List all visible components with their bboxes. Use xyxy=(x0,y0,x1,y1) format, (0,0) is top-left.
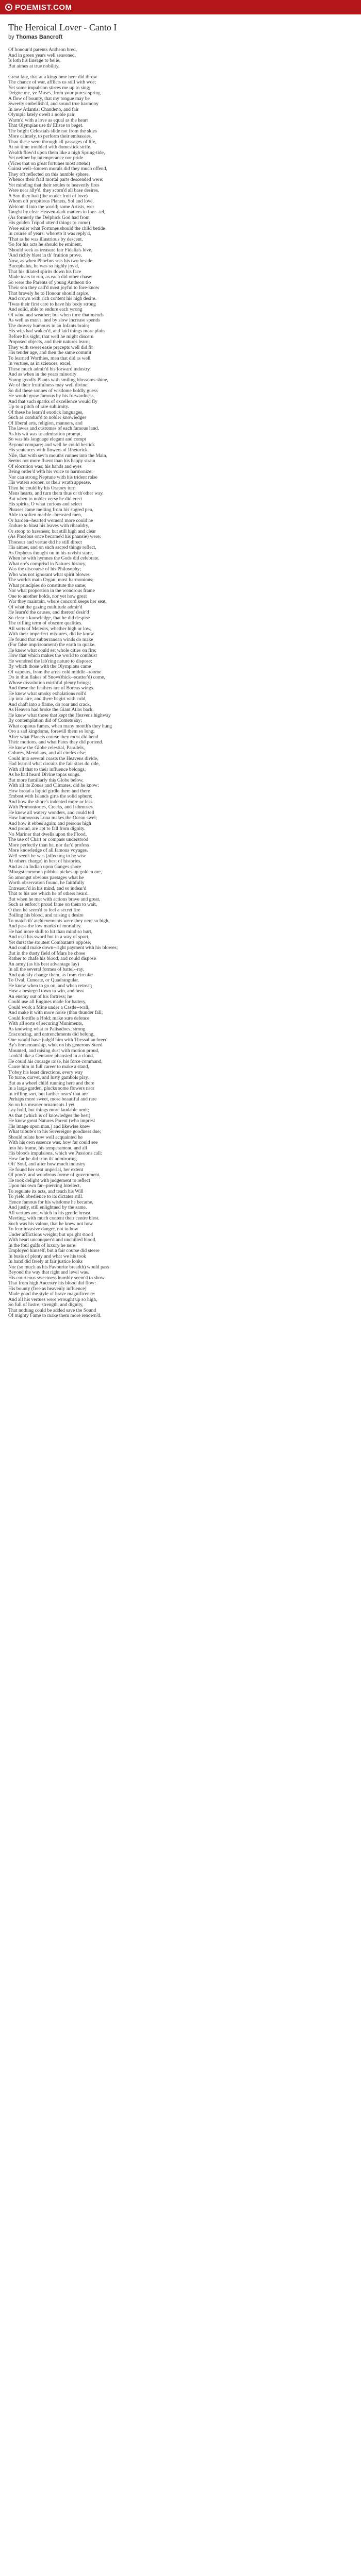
poem-line: He wondred the lab'ring nature to dispose; xyxy=(8,658,92,664)
byline-prefix: by xyxy=(8,34,16,40)
poem-line: War they maintain, where concord keeps her seat. xyxy=(8,599,107,604)
poem-line: Of pow'r, and wondrous forme of government. xyxy=(8,1172,101,1178)
poem-line: No Mariner that dwells upon the Flood, xyxy=(8,831,87,837)
poem-line: As knowing what to Palisadoes, strong xyxy=(8,1026,86,1032)
poem-line: With his own essence was; how far could see xyxy=(8,1140,98,1145)
poem-line: (Vices that on great fortunes most attend) xyxy=(8,160,90,166)
site-name: POEMIST.COM xyxy=(15,3,72,12)
poem-line: At others charge) in best of histories, xyxy=(8,858,81,864)
poem-line: Gainst well--known morals did they much offend, xyxy=(8,166,107,172)
poem-line: Made tears to run, as each did other chase: xyxy=(8,274,93,280)
poem-line: Welcom'd into the world; some Artists, wer xyxy=(8,204,94,210)
poem-line: Proposed objects, and their natures learn; xyxy=(8,339,90,345)
poem-line: A flow of bounty, that my tongue may be xyxy=(8,95,90,101)
poem-line: To match th' atchievements were they nere so high, xyxy=(8,918,110,924)
poem-line: Wealth flow'd upon them like a high Spring-tide, xyxy=(8,149,105,156)
poem-line: As Heaven had broke the Giant Atlas back. xyxy=(8,707,94,713)
poem-line: So on his meaner ornaments I yet xyxy=(8,1101,75,1108)
poem-line: With heart unconquer'd and unchilled blood. xyxy=(8,1237,96,1243)
poem-line: What principles do constitute the same; xyxy=(8,582,87,588)
poem-line: Worth observation found, he faithfully xyxy=(8,880,85,886)
poem-line: As Orpheus thought on in his ravisht stare, xyxy=(8,550,93,556)
poem-line: Whence their frail mortal parts descended were; xyxy=(8,177,104,182)
poem-line: When he with hymnes the Gods did celebrate. xyxy=(8,555,100,561)
poem-line: That bravely he to Honour should aspire, xyxy=(8,290,90,296)
poem-line: With all that to their influence belongs, xyxy=(8,766,86,772)
poem-line: He knew all watery wonders, and could tell xyxy=(8,809,94,816)
poem-line: He would grow famous by his forwardness, xyxy=(8,393,95,399)
poem-line: Such was his valour, that he knew not how xyxy=(8,1221,93,1227)
poem-line: Thonour and vertue did he still direct xyxy=(8,539,82,545)
poem-line: Yet minding that their soules to heavenly fires xyxy=(8,182,100,188)
poem-line: He had more skill to hit than mind so hurt, xyxy=(8,928,93,935)
poem-line: He knew what could set whole cities on fire; xyxy=(8,647,97,653)
poem-line: And as an Indian upon Ganges shore xyxy=(8,863,81,870)
poem-line: Look'd like a Centaure phansied in a cloud. xyxy=(8,1053,94,1059)
poem-line: That Olympias use th' Elisae to beget. xyxy=(8,123,84,128)
poem-line: And how it ebbes again; and persons high xyxy=(8,820,91,826)
site-logo[interactable] xyxy=(5,3,72,12)
poem-line: Able to soften marble--breasted men, xyxy=(8,512,83,518)
poem-line: 'That as he was illustrious by descent, xyxy=(8,236,83,242)
poem-line: His bounty (free as heavenly influence) xyxy=(8,1285,87,1292)
poem-author[interactable]: Thomas Bancroft xyxy=(15,34,63,40)
poem-line: To learned Worthies, men that did as well xyxy=(8,355,91,361)
poem-line: Well seen't he was (affecting to be wise xyxy=(8,853,87,859)
poem-line: And make it with more noise (than thunder fall; xyxy=(8,1010,103,1015)
poem-line: 'Twas their first care to have his body strong xyxy=(8,301,96,307)
poem-line: They oft reflected on this humble sphere, xyxy=(8,171,90,177)
poem-line: So clear a knowledge, that he did despise xyxy=(8,615,90,621)
poem-line: In course of years: whereto it was reply'd, xyxy=(8,231,91,236)
poem-line: Warm'd with a love as equal as the heart xyxy=(8,117,88,123)
poem-line: Young goodly Plants with smiling blossoms shine, xyxy=(8,377,108,383)
poem-line: Colures, Meridians, and all circles else; xyxy=(8,750,87,756)
poem-line: More calmely, to perform their embassies, xyxy=(8,133,92,139)
poem-line: Yet some impulsion stirres me up to sing; xyxy=(8,84,91,91)
poem-line: In the foul gulfs of luxury he nere xyxy=(8,1242,75,1248)
poem-line: At no time troubled with domestick strife. xyxy=(8,144,92,150)
poem-line: The worlds main Organ; most harmonious; xyxy=(8,577,94,583)
poem-line: What ere's comprisd in Natures history, xyxy=(8,561,87,567)
poem-line: That his dilated spirits down his face xyxy=(8,268,81,275)
poem-line: He took delight with judgement to reflect xyxy=(8,1177,90,1183)
poem-line: Beyond compare; and well he could bestick xyxy=(8,442,95,448)
poem-line: Nile, that with sev'n mouths runnes into the Main, xyxy=(8,452,107,459)
poem-line: More knowledge of all famous voyages. xyxy=(8,848,88,853)
poem-line: Perhaps more sweet, more beautiful and rare xyxy=(8,1096,97,1102)
poem-line: O then he seem'd to feel a secret fire xyxy=(8,907,80,913)
poem-line: An army (as his best advantage lay) xyxy=(8,961,79,967)
poem-line: To regulate its acts, and teach his Will xyxy=(8,1188,84,1194)
poem-line: Could work a Mine under a Castle--wall, xyxy=(8,1004,90,1010)
poem-line: Their motions, and what Fates they did portend. xyxy=(8,739,104,745)
poem-line: So amongst obvious passages what he xyxy=(8,874,84,880)
poem-line: But as a wheel child running here and there xyxy=(8,1080,94,1086)
poem-line: Being order'd with his voice to harmonize: xyxy=(8,469,93,474)
poem-line: How far he did trim th' admiroring xyxy=(8,1156,77,1162)
poem-line: With their imperfect mixtures, did he know. xyxy=(8,631,95,637)
poem-line: And quickly change them, as from circular xyxy=(8,972,93,978)
poem-line: Deigne me, ye Muses, from your purest spring xyxy=(8,90,101,96)
poem-line: They with sweet easie precepts well did fit xyxy=(8,344,93,350)
poem-line: Were near ally'd, they scorn'd all base desires. xyxy=(8,188,100,193)
poem-line: Entreasur'd in his mind, and so indear'd xyxy=(8,885,87,891)
poem-line: Of what the gazing multitude admir'd xyxy=(8,604,83,610)
poemist-logo-icon xyxy=(5,4,12,11)
poem-line: More perfectly than he, nor dar'd profess xyxy=(8,842,89,848)
poem-line: Than these went through all passages of life, xyxy=(8,139,97,145)
poem-line: Should relate how well acquainted he xyxy=(8,1134,83,1140)
poem-line: In hand did freely at fair justice looks xyxy=(8,1259,83,1264)
poem-line: Of liberal arts, religion, manners, and xyxy=(8,420,83,426)
poem-line: An enemy out of his fortress; he xyxy=(8,993,72,999)
poem-line: He knew the Globe celestial, Parallels, xyxy=(8,744,85,751)
poem-title: The Heroical Lover - Canto I xyxy=(8,22,117,32)
poem-line: And all his vertues were wrought up so high, xyxy=(8,1296,97,1302)
poem-line: And how the shore's indented more or less xyxy=(8,799,92,805)
poem-line: That nothing could be added save the Sound xyxy=(8,1307,96,1313)
poem-line: In a large garden, plucks some flowers near xyxy=(8,1086,95,1091)
poem-line: Whom oft propitious Planets, Sol and love, xyxy=(8,198,94,204)
poem-line: Bucephalus, he was so highly joy'd, xyxy=(8,263,79,269)
poem-line: The use of Chart or compass understood xyxy=(8,837,89,842)
poem-line: And pass the low marks of mortality. xyxy=(8,923,81,929)
poem-line: Under afflictions weight; but upright stood xyxy=(8,1231,93,1238)
poem-line: Nor (so much as his Favourite breadth) would pass xyxy=(8,1264,109,1270)
poem-line: How that which makes the world to combust xyxy=(8,653,97,658)
poem-line: His sentences with flowers of Rhetorick. xyxy=(8,447,89,453)
poem-line: Of vapours, from the arres cold middle--roome xyxy=(8,669,102,675)
poem-line: Employed himself, but a fair course did steere xyxy=(8,1248,100,1253)
poem-line: All vertues are, which in his gentle breast xyxy=(8,1210,91,1216)
poem-line: His courteous sweetness humbly seem'd to show xyxy=(8,1275,105,1281)
poem-body xyxy=(8,47,353,1319)
poem-line: His wits had waken'd, and laid things more plain xyxy=(8,328,105,334)
poem-line: And as when in the years minority xyxy=(8,371,77,377)
poem-line: His tender age, and then the same commit xyxy=(8,350,91,355)
poem-stanza xyxy=(8,47,353,69)
poem-line: Great fate, that at a kingdome here did throw xyxy=(8,74,97,80)
poem-line: Was the discourse of his Philosophy; xyxy=(8,566,81,572)
poem-line: His golden Tripod utter'd things to come) xyxy=(8,220,90,226)
poem-line: Now, as when Phoebus sets his two beside xyxy=(8,258,92,264)
poem-line: Ensconcing, and entrenchments did belong. xyxy=(8,1031,95,1037)
poem-line: In trifling sort, but farther nears' that are xyxy=(8,1091,88,1097)
poem-line: But when he met with actions brave and great, xyxy=(8,896,101,902)
poem-line: Such as conduc'd to nobler knowledges xyxy=(8,415,87,420)
poem-line: He knew what those that kept the Heavens highway xyxy=(8,712,111,718)
poem-line: Hence famous for his wisdome he became, xyxy=(8,1199,93,1205)
poem-line: So were the Parents of young Antheon tio xyxy=(8,279,91,285)
poem-line: By's horsemanship, who, on his generous Steed xyxy=(8,1042,103,1048)
poem-line: Such as enforc't proud fame on them to wait, xyxy=(8,902,97,907)
poem-line: Lay hold, but things more laudable omit; xyxy=(8,1107,89,1113)
poem-line: Oft' Soul, and after how much industry xyxy=(8,1161,86,1167)
poem-line: That to his use which he of others heard. xyxy=(8,891,89,896)
poem-line: By contemplation did of Comets say; xyxy=(8,718,83,723)
poem-line: Made good the style of brave magnificence: xyxy=(8,1291,95,1297)
poem-line: He knew great Natures Parent (who imprest xyxy=(8,1118,95,1124)
poem-line: But when to nobler verse he did erect xyxy=(8,496,83,502)
poem-line: And these the feathers are of Boreas wings. xyxy=(8,685,94,691)
poem-line: To Oval, Cuneate, or Quadrangular. xyxy=(8,977,79,983)
poem-line: Of mighty Fame to make them more renown'd. xyxy=(8,1313,102,1318)
poem-line: What tribute's to his Sovereigne goodness due; xyxy=(8,1129,101,1134)
poem-line: Nor what proportion in the wondrous frame xyxy=(8,588,95,594)
poem-line: One would have judg'd him with Thessalian breed xyxy=(8,1037,108,1043)
poem-line: But aimes at true nobility. xyxy=(8,63,60,69)
poem-line: Who was not ignorant what spirit blowes xyxy=(8,571,90,578)
poem-line: To turne, curvet, and lusty gambols play. xyxy=(8,1075,89,1080)
poem-line: Before his sight, that well he might discern xyxy=(8,333,94,340)
site-header xyxy=(0,0,361,14)
poem-line: Their son they call'd most joyful to fore-know xyxy=(8,285,100,291)
poem-line: Sweetly embellish'd, and sound true harmony xyxy=(8,101,99,107)
poem-line: Nor can strong Neptune with his trident raise xyxy=(8,474,97,480)
poem-line: The chance of war, afflicts us still with woe; xyxy=(8,79,96,85)
poem-line: In new Atlantis, Chandeno, and fair xyxy=(8,106,79,112)
poem-line: 'And richly blest in th' fruition prove. xyxy=(8,252,82,258)
poem-line: Do in thin flakes of Snow(thick--scatter'd) come, xyxy=(8,674,105,680)
poem-line: His bloods impulsions, which we Passions call: xyxy=(8,1150,103,1156)
poem-line: Yet neither by intemperance nor pride xyxy=(8,155,84,161)
poem-line: And proud, are apt to fall from dignity. xyxy=(8,826,86,832)
poem-line: Could use all Engines made for battery, xyxy=(8,999,87,1005)
poem-line: One to another holds, nor yet how great xyxy=(8,593,87,599)
poem-line: His spirits, O what curious and select xyxy=(8,501,83,507)
poem-line: After what Planets course they most did bend xyxy=(8,734,99,740)
poem-line: All sorts of Meteors, whether high or low, xyxy=(8,625,92,632)
poem-line: He knew when to go on, and when retreat; xyxy=(8,982,92,989)
poem-line: Mens hearts, and turn them thus or th'other way. xyxy=(8,490,104,496)
poem-line: These much admir'd his forward industry, xyxy=(8,366,91,372)
poem-line: And solid, able to endure each wrong xyxy=(8,307,83,312)
poem-line: Taught by clear Heaven-dark matters to fore--tel, xyxy=(8,209,106,215)
poem-line: As that (which is of knowledges the best) xyxy=(8,1112,91,1118)
poem-line: (As Phoebus once became'd his phansie) were: xyxy=(8,534,101,539)
poem-line: Of these he learn'd exotick languages, xyxy=(8,409,84,415)
poem-line: Is loth his lineage to belie, xyxy=(8,58,61,63)
poem-line: Seems not more fluent than his happy strain xyxy=(8,458,95,464)
poem-line: So full of lustre, strength, and dignity, xyxy=(8,1302,84,1308)
poem-line: Then he could by his Oratory turn xyxy=(8,485,76,491)
poem-line: T'obey his least directions, every way xyxy=(8,1069,83,1075)
poem-line: But in the dusty field of Mars he chose xyxy=(8,950,86,956)
poem-line: His image upon man,) and likewise knew xyxy=(8,1123,91,1129)
poem-line: 'So for his acts he should be eminent, xyxy=(8,242,82,247)
poem-line: His waters sooner, or their wrath appease, xyxy=(8,480,91,485)
poem-line: How broad a liquid girdle there and there xyxy=(8,788,90,794)
poem-line: And us'd his sword but in a way of sport, xyxy=(8,934,90,940)
poem-line: Of wind and weather; but when time that mends xyxy=(8,312,104,318)
poem-line: And chaft into a flame, do roar and crack, xyxy=(8,701,91,707)
poem-line: His aimes, and on such sacred things reflect, xyxy=(8,545,96,550)
poem-line: Were eaier what Fortunes should the child betide xyxy=(8,225,105,231)
poem-line: Into his frame, his temperament, and all xyxy=(8,1145,87,1151)
poem-line: Boiling his blood, and raising a desire xyxy=(8,912,84,918)
poem-line: Of elocution was; his hands and eyes xyxy=(8,463,82,469)
poem-line: And could make down--right payment with his blowes; xyxy=(8,945,118,951)
poem-line: Or stoop to baseness; but still high and clear xyxy=(8,528,96,534)
poem-line: But more familiarly this Globe below, xyxy=(8,777,84,783)
poem-line: The lawes and customes of each famous land. xyxy=(8,426,99,431)
poem-line: He found that subterranean winds do make xyxy=(8,636,93,642)
poem-line: That from high Ancestry his blood did flow: xyxy=(8,1280,96,1286)
poem-line: What copious fumes, when many month's they hung xyxy=(8,723,112,729)
poem-line: So was his language elegant and compt xyxy=(8,436,86,442)
poem-line: A Son they had (the tender fruit of love) xyxy=(8,193,88,199)
poem-line: (As formerly the Delphick God had from xyxy=(8,214,90,221)
poem-line: Meeting, with much content their centre blest. xyxy=(8,1215,100,1221)
poem-line: With all its Zones and Climates, did he know; xyxy=(8,783,99,788)
poem-line: He found her seat imperial, her extent xyxy=(8,1166,84,1173)
poem-line: And justly, still enlightned by the same. xyxy=(8,1205,87,1210)
poem-line: He learn'd the causes, and thereof desir'd xyxy=(8,609,89,615)
poem-line: Embost with Islands girts the solid sphere; xyxy=(8,793,93,799)
poem-line: How a besieged town to win, and beat xyxy=(8,988,84,994)
poem-line: With Promontories, Creeks, and Isthmuses. xyxy=(8,804,94,810)
poem-line: He knew what smoky exhalations roll'd xyxy=(8,690,87,697)
poem-line: 'Mongst common pibbles pickes up golden ore, xyxy=(8,869,102,875)
poem-line: In vertues, as in sciences, excel, xyxy=(8,361,72,366)
poem-line: Oro a sad kingdome, forewill them so long; xyxy=(8,728,95,734)
poem-line: How humorous Luna makes the Ocean swel; xyxy=(8,815,97,821)
poem-line: As well as man's, and by slow increase spends xyxy=(8,317,100,323)
poem-line: The drowsy humours in an Infants brain; xyxy=(8,323,89,329)
poem-line: Endure to blast his leaves with ribauldry, xyxy=(8,523,89,529)
poem-line: Beyond the way that right and level was. xyxy=(8,1269,89,1275)
poem-line: With all sorts of securing Muniments, xyxy=(8,1021,84,1026)
poem-line: As his wit was to admiration prompt, xyxy=(8,431,82,437)
poem-line: In busis of plenty and what we his took xyxy=(8,1253,86,1259)
poem-line: Upon his own far--piercing Intellect, xyxy=(8,1183,81,1189)
poem-line: So did these sonnes of wisdome boldly guess xyxy=(8,387,98,394)
poem-line: Mounted, and raising dust with motion proud, xyxy=(8,1047,100,1054)
poem-line: Rather to chafe his blood, and could dispose xyxy=(8,956,96,961)
poem-line: Phrases came melting from his sugred pen, xyxy=(8,506,93,513)
poem-line: As he had heard Divine topas songs. xyxy=(8,772,80,777)
poem-line: Up into aire, and there begirt with cold, xyxy=(8,696,87,702)
poem-line: Or harden--hearted women! more could he xyxy=(8,517,93,523)
poem-line: Whose dissolution mirthful plenty brings; xyxy=(8,680,91,686)
poem-line: And in green years well seasoned, xyxy=(8,52,76,58)
poem-line: And crown with rich content his high desire. xyxy=(8,296,97,301)
poem-line: And that such sparks of excellence would fly xyxy=(8,398,97,404)
poem-line: To yield obedience to its dictates still. xyxy=(8,1194,84,1199)
poem-line: Up to a pitch of rare sublimity. xyxy=(8,404,69,410)
poem-stanza xyxy=(8,75,353,1319)
poem-line: The trifling term of obscure qualities. xyxy=(8,620,83,626)
poem-line: We of their fruitfulness may well divine: xyxy=(8,382,89,388)
poem-line: Could into several coasts the Heavens divide, xyxy=(8,755,99,761)
poem-line: (For false imprisonment) the earth to quake. xyxy=(8,642,96,648)
poem-line: 'Should seek as treasure fair Fidelia's love, xyxy=(8,247,93,253)
poem-line: Had learn'd what circuits the fair stars do ride, xyxy=(8,761,100,767)
poem-byline xyxy=(8,34,353,40)
poem-line: To fear invasive danger, not to bow xyxy=(8,1226,78,1232)
poem-line: He could his courage raise, his force command, xyxy=(8,1058,103,1064)
poem-line: Cause him in full career to make a stand, xyxy=(8,1064,89,1070)
poem-line: Could fortifie a Hold; make sure defence xyxy=(8,1015,90,1021)
poem-line: Of honour'd parents Antheon bred, xyxy=(8,47,77,53)
poem-line: By which those with the Olympians came xyxy=(8,664,91,669)
poem-container xyxy=(0,14,361,1319)
poem-line: In all the several formes of battel--ray, xyxy=(8,967,85,972)
poem-line: The bright Celestials slide not from the skies xyxy=(8,128,97,134)
poem-line: Yet durst the stoutest Combatants oppose, xyxy=(8,939,91,945)
poem-line: Olympia lately dwelt a noble pair, xyxy=(8,112,76,117)
